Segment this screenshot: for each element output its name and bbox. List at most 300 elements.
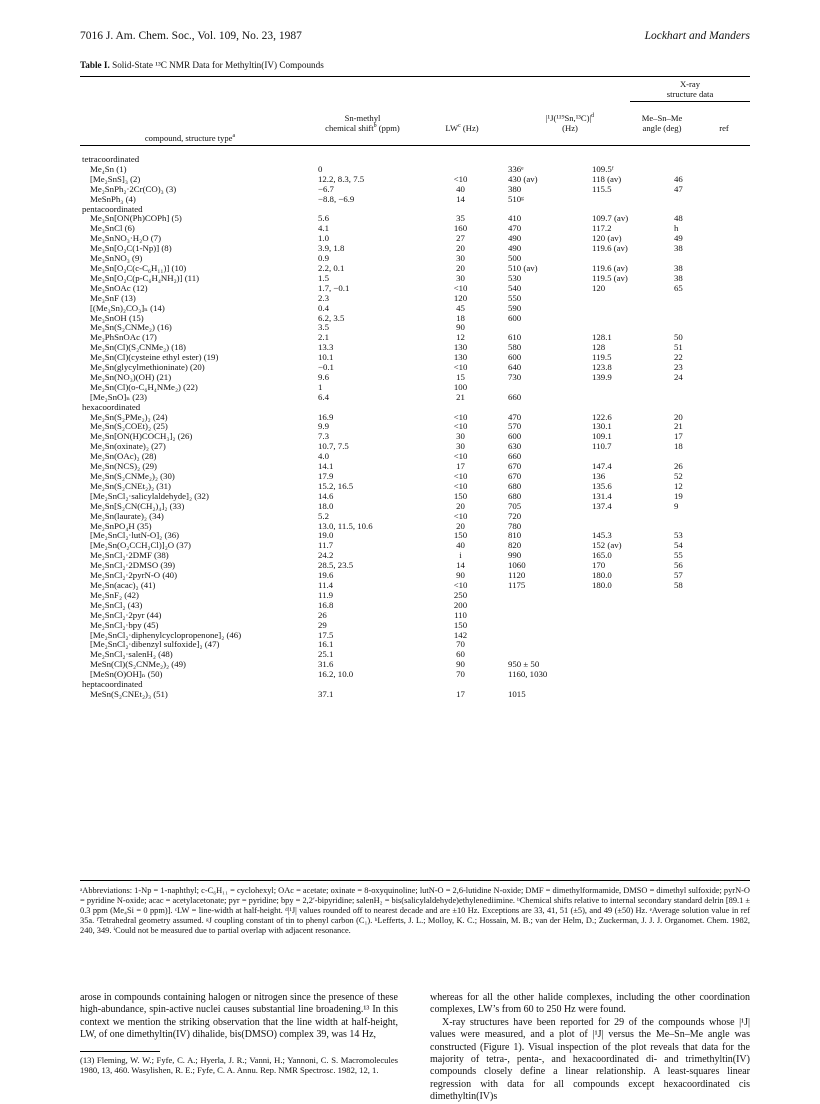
cell-line-width: <10 (453, 362, 468, 373)
table-row (80, 591, 750, 601)
table-title: Solid-State ¹³C NMR Data for Methyltin(IV) Compounds (112, 60, 324, 70)
cell-chemical-shift: 1.7, −0.1 (318, 282, 350, 293)
table-row (80, 561, 750, 571)
cell-line-width: <10 (453, 451, 468, 462)
cell-coupling-constant: 640 (508, 362, 522, 373)
cell-coupling-constant (488, 601, 588, 611)
table-row (80, 413, 750, 423)
cell-chemical-shift: 17.5 (318, 629, 334, 640)
cell-compound: Me₂Sn(S₂CNEt₂)₂ (31) (90, 480, 171, 491)
cell-me-sn-me-angle: 130.1 (592, 421, 612, 432)
col-compound-label: compound, structure type (144, 133, 233, 143)
cell-compound: Me₂SnCl₂·bpy (45) (90, 619, 159, 630)
cell-line-width: 18 (456, 312, 465, 323)
cell-compound: Me₃SnCl (6) (90, 223, 135, 234)
cell-chemical-shift: 29 (318, 619, 327, 630)
cell-line-width: 45 (456, 302, 465, 313)
cell-compound: Me₃SnOH (15) (90, 312, 144, 323)
cell-line-width: 40 (456, 183, 465, 194)
body-right-para2: X-ray structures have been reported for 29 of the compounds whose |¹J| values were measured, and a plot of |¹J| versus the Me–Sn–Me angle was constructed (Figure 1). Visual inspection of the plot reveals that data for the majority of tetra-, penta-, and hexacoordinated di- and trimethyltin(IV) compounds closely define a linear relationship. A least-squares linear regression with data for all compounds except hexacoordinated cis dimethyltin(IV)s (430, 1016, 750, 1103)
cell-chemical-shift: 1.0 (318, 233, 329, 244)
cell-coupling-constant: 470 (508, 411, 522, 422)
cell-chemical-shift: 10.1 (318, 352, 334, 363)
cell-me-sn-me-angle: 109.5ᶠ (592, 163, 614, 174)
cell-chemical-shift: 14.1 (318, 461, 334, 472)
cell-ref: 48 (674, 213, 683, 224)
cell-compound: Me₂Sn(acac)₂ (41) (90, 579, 156, 590)
table-row (80, 571, 750, 581)
cell-line-width: <10 (453, 173, 468, 184)
cell-me-sn-me-angle: 145.3 (592, 530, 612, 541)
table-row (80, 224, 750, 234)
cell-me-sn-me-angle: 117.2 (592, 223, 612, 234)
cell-compound: Me₂Sn(Cl)(S₂CNMe₂) (18) (90, 342, 186, 353)
cell-ref: 51 (674, 342, 683, 353)
cell-coupling-constant (488, 640, 588, 650)
header-bottom-rule (80, 145, 750, 146)
cell-line-width: 130 (453, 352, 468, 363)
cell-line-width: 20 (456, 500, 465, 511)
cell-me-sn-me-angle: 119.5 (av) (592, 272, 628, 283)
table-row (80, 442, 750, 452)
cell-compound: Me₂SnF₂ (42) (90, 589, 139, 600)
cell-line-width: 130 (453, 342, 468, 353)
journal-citation: 7016 J. Am. Chem. Soc., Vol. 109, No. 23, 1987 (80, 30, 302, 42)
cell-me-sn-me-angle: 165.0 (592, 550, 612, 561)
cell-ref: 38 (674, 262, 683, 273)
cell-chemical-shift: 15.2, 16.5 (318, 480, 354, 491)
table-row (80, 551, 750, 561)
cell-line-width: 150 (453, 530, 468, 541)
cell-me-sn-me-angle: 136 (592, 471, 606, 481)
cell-me-sn-me-angle: 110.7 (592, 441, 612, 452)
table-row (80, 165, 750, 175)
section-label: heptacoordinated (82, 679, 143, 690)
cell-compound: [Me₂Sn(O₂CCH₂Cl)]₂O (37) (90, 540, 191, 551)
cell-compound: Me₂SnCl₂·2pyr (44) (90, 609, 162, 620)
cell-compound: [Me₂SnS]₃ (2) (90, 173, 141, 184)
table-row (80, 195, 750, 205)
col-angle-header (622, 113, 702, 133)
cell-line-width: 21 (456, 391, 465, 402)
cell-compound: Me₂Sn[ON(H)COCH₃]₂ (26) (90, 431, 193, 442)
cell-coupling-constant: 1175 (508, 579, 526, 590)
col-angle-line1: Me–Sn–Me (641, 113, 683, 123)
col-lw-header (437, 123, 487, 133)
cell-ref: 54 (674, 540, 683, 551)
table-row (80, 541, 750, 551)
table-row (80, 432, 750, 442)
cell-coupling-constant: 580 (508, 342, 522, 353)
cell-me-sn-me-angle (588, 660, 660, 670)
cell-chemical-shift: 16.9 (318, 411, 334, 422)
cell-coupling-constant: 600 (508, 312, 522, 323)
cell-ref: 53 (674, 530, 683, 541)
cell-chemical-shift: 37.1 (318, 688, 334, 699)
cell-chemical-shift: 11.4 (318, 579, 334, 590)
cell-line-width: 17 (456, 461, 465, 472)
cell-compound: MeSnPh₃ (4) (90, 193, 136, 204)
cell-ref: 46 (674, 173, 683, 184)
cell-line-width: <10 (453, 510, 468, 521)
cell-chemical-shift: 16.2, 10.0 (318, 669, 354, 680)
cell-line-width: 90 (456, 659, 465, 670)
cell-coupling-constant: 550 (508, 292, 522, 303)
cell-ref (660, 304, 750, 314)
cell-chemical-shift: 6.2, 3.5 (318, 312, 345, 323)
cell-ref: 9 (674, 500, 679, 511)
cell-me-sn-me-angle: 128.1 (592, 332, 612, 343)
cell-ref (660, 650, 750, 660)
cell-coupling-constant (488, 631, 588, 641)
section-label: tetracoordinated (82, 154, 140, 164)
cell-line-width: 27 (456, 233, 465, 244)
cell-line-width: <10 (453, 579, 468, 590)
cell-ref (660, 393, 750, 403)
cell-compound: Me₂Sn(oxinate)₂ (27) (90, 441, 166, 452)
cell-compound: Me₃SnNO₃·H₂O (7) (90, 233, 162, 244)
cell-line-width: 110 (454, 609, 467, 620)
cell-ref: 65 (674, 282, 683, 293)
cell-compound: Me₂SnCl₂·2pyrN-O (40) (90, 570, 178, 581)
cell-coupling-constant: 810 (508, 530, 522, 541)
cell-chemical-shift: 11.7 (318, 540, 334, 551)
cell-coupling-constant: 730 (508, 371, 522, 382)
cell-compound: Me₂Sn(laurate)₂ (34) (90, 510, 164, 521)
cell-compound: Me₂Sn[S₂CN(CH₂)₄]₂ (33) (90, 500, 185, 511)
table-row (80, 214, 750, 224)
col-angle-line2: angle (deg) (642, 123, 682, 133)
cell-coupling-constant (488, 383, 588, 393)
cell-coupling-constant: 500 (508, 253, 522, 264)
xray-group-line1: X-ray (679, 79, 701, 89)
cell-me-sn-me-angle: 122.6 (592, 411, 612, 422)
col-ref-header: ref (719, 123, 729, 133)
cell-me-sn-me-angle (588, 650, 660, 660)
cell-line-width: <10 (453, 421, 468, 432)
cell-coupling-constant: 410 (508, 213, 522, 224)
cell-coupling-constant: 1120 (508, 570, 526, 581)
cell-coupling-constant: 600 (508, 431, 522, 442)
cell-me-sn-me-angle: 109.7 (av) (592, 213, 629, 224)
cell-line-width: 14 (456, 560, 465, 571)
cell-ref: 12 (674, 480, 683, 491)
cell-chemical-shift: 1.5 (318, 272, 329, 283)
cell-chemical-shift: −8.8, −6.9 (318, 193, 355, 204)
cell-coupling-constant: 1060 (508, 560, 526, 571)
nmr-data-table (80, 155, 750, 700)
col-shift-unit: (ppm) (378, 123, 400, 133)
cell-coupling-constant (488, 621, 588, 631)
cell-me-sn-me-angle (588, 631, 660, 641)
cell-chemical-shift: 3.5 (318, 322, 329, 333)
cell-coupling-constant (488, 323, 588, 333)
table-row (80, 512, 750, 522)
table-row (80, 472, 750, 482)
col-lw-label: LW (445, 123, 459, 133)
cell-ref: 49 (674, 233, 683, 244)
table-row (80, 323, 750, 333)
cell-ref: 56 (674, 560, 683, 571)
cell-line-width: i (459, 550, 462, 561)
cell-chemical-shift: 2.1 (318, 332, 329, 343)
cell-compound: MeSn(Cl)(S₂CNMe₂)₂ (49) (90, 659, 186, 670)
table-row (80, 581, 750, 591)
cell-me-sn-me-angle (588, 640, 660, 650)
cell-line-width: 250 (453, 589, 468, 600)
col-coupling-header (520, 113, 620, 133)
cell-line-width: 30 (456, 272, 465, 283)
cell-compound: Me₃Sn[O₂C(p-C₆H₄NH₂)] (11) (90, 272, 200, 283)
cell-line-width: 70 (456, 669, 465, 680)
col-shift-line1: Sn-methyl (344, 113, 381, 123)
cell-me-sn-me-angle (588, 304, 660, 314)
cell-compound: Me₄Sn (1) (90, 163, 127, 174)
cell-ref (660, 611, 750, 621)
table-row (80, 274, 750, 284)
cell-chemical-shift: 18.0 (318, 500, 334, 511)
cell-compound: Me₂Sn(S₂CNMe₂)₂ (30) (90, 471, 175, 481)
table-section-row (80, 403, 750, 413)
cell-compound: Me₃SnNO₃ (9) (90, 253, 143, 264)
xray-group-rule (630, 101, 750, 102)
cell-me-sn-me-angle: 147.4 (592, 461, 612, 472)
cell-line-width: 142 (453, 629, 468, 640)
cell-compound: Me₂SnCl₂·salenH₂ (48) (90, 649, 173, 660)
table-row (80, 640, 750, 650)
cell-chemical-shift: 19.6 (318, 570, 334, 581)
table-row (80, 522, 750, 532)
cell-coupling-constant: 490 (508, 233, 522, 244)
cell-ref: 50 (674, 332, 683, 343)
cell-coupling-constant: 600 (508, 352, 522, 363)
table-footnotes: ᵃAbbreviations: 1-Np = 1-naphthyl; c-C₆H₁₁ = cyclohexyl; OAc = acetate; oxinate = 8-oxyquinoline; lutN-O = 2,6-lutidine N-oxide; DMF = dimethylformamide, DMSO = dimethyl sulfoxide; pyrN-O = pyridine N-oxide; acac = acetylacetonate; pyr = pyridine; bpy = 2,2′-bipyridine; salenH₂ = bis(salicylaldehyde)ethylenediimine. ᵇChemical shifts relative to internal secondary standard delrin [89.1 ± 0.3 ppm (Me₄Si = 0 ppm)]. ᶜLW = line-width at half-height. ᵈ|¹J| values rounded off to nearest decade and are ±10 Hz. Exceptions are 33, 41, 51 (±5), and 49 (±50) Hz. ᵉAverage solution value in ref 35a. ᶠTetrahedral geometry assumed. ᵍJ coupling constant of tin to phenyl carbon (C₁). ʰLefferts, J. L.; Molloy, K. C.; Hossain, M. B.; van der Helm, D.; Zuckerman, J. J. J. Organomet. Chem. 1982, 240, 349. ⁱCould not be measured due to partial overlap with adjacent resonance. (80, 886, 750, 935)
table-row (80, 314, 750, 324)
cell-me-sn-me-angle: 180.0 (592, 579, 612, 590)
cell-coupling-constant: 1160, 1030 (508, 669, 548, 680)
cell-compound: Me₂Sn(Cl)(o-C₆H₄NMe₂) (22) (90, 381, 198, 392)
cell-line-width: 150 (453, 490, 468, 501)
cell-line-width: 160 (453, 223, 468, 234)
body-right-para1: whereas for all the other halide complexes, including the other coordination complexes, LW’s from 60 to 250 Hz were found. (430, 992, 750, 1016)
cell-coupling-constant (488, 611, 588, 621)
cell-chemical-shift: 6.4 (318, 391, 329, 402)
authors: Lockhart and Manders (644, 30, 750, 42)
cell-chemical-shift: 16.8 (318, 599, 334, 610)
cell-me-sn-me-angle (588, 670, 660, 680)
cell-line-width: <10 (453, 480, 468, 491)
cell-ref: 47 (674, 183, 683, 194)
cell-chemical-shift: 7.3 (318, 431, 329, 442)
cell-chemical-shift: 0.9 (318, 253, 329, 264)
cell-compound: [Me₂SnCl₂·lutN-O]₂ (36) (90, 530, 180, 541)
cell-chemical-shift: 14.6 (318, 490, 334, 501)
cell-coupling-constant: 510ᵍ (508, 193, 524, 204)
cell-coupling-constant (488, 591, 588, 601)
table-row (80, 462, 750, 472)
cell-me-sn-me-angle: 115.5 (592, 183, 612, 194)
reference-13: (13) Fleming, W. W.; Fyfe, C. A.; Hyerla, J. R.; Vanni, H.; Yannoni, C. S. Macromolecules 1980, 13, 460. Wasylishen, R. E.; Fyfe, C. A. Annu. Rep. NMR Spectrosc. 1982, 12, 1. (80, 1055, 398, 1075)
cell-compound: Me₃SnF (13) (90, 292, 136, 303)
cell-line-width: 15 (456, 371, 465, 382)
cell-compound: [Me₂SnCl₂·salicylaldehyde]₂ (32) (90, 490, 209, 501)
cell-coupling-constant: 590 (508, 302, 522, 313)
cell-ref: 58 (674, 579, 683, 590)
table-row (80, 175, 750, 185)
cell-coupling-constant: 380 (508, 183, 522, 194)
cell-me-sn-me-angle (588, 393, 660, 403)
cell-me-sn-me-angle (588, 383, 660, 393)
section-label: pentacoordinated (82, 203, 143, 214)
cell-line-width: 200 (453, 599, 468, 610)
col-compound-header (80, 133, 300, 143)
cell-chemical-shift: 24.2 (318, 550, 334, 561)
cell-line-width: 150 (453, 619, 468, 630)
cell-chemical-shift: 16.1 (318, 639, 334, 650)
cell-chemical-shift: 25.1 (318, 649, 334, 660)
cell-me-sn-me-angle: 109.1 (592, 431, 612, 442)
cell-line-width: 12 (456, 332, 465, 343)
cell-me-sn-me-angle: 120 (av) (592, 233, 622, 244)
cell-me-sn-me-angle: 170 (592, 560, 606, 571)
cell-ref: 26 (674, 461, 683, 472)
cell-chemical-shift: 28.5, 23.5 (318, 560, 354, 571)
cell-line-width: 40 (456, 540, 465, 551)
cell-chemical-shift: 4.0 (318, 451, 329, 462)
cell-me-sn-me-angle: 119.6 (av) (592, 262, 628, 273)
cell-chemical-shift: 19.0 (318, 530, 334, 541)
cell-chemical-shift: 11.9 (318, 589, 334, 600)
cell-me-sn-me-angle: 135.6 (592, 480, 612, 491)
cell-coupling-constant: 950 ± 50 (508, 659, 540, 670)
cell-ref: 38 (674, 243, 683, 254)
cell-compound: Me₂PhSnOAc (17) (90, 332, 157, 343)
cell-me-sn-me-angle: 152 (av) (592, 540, 622, 551)
cell-compound: Me₂Sn(Cl)(cysteine ethyl ester) (19) (90, 352, 219, 363)
table-row (80, 304, 750, 314)
cell-ref: 17 (674, 431, 683, 442)
cell-line-width: 90 (456, 322, 465, 333)
cell-coupling-constant: 510 (av) (508, 262, 538, 273)
cell-chemical-shift: 2.2, 0.1 (318, 262, 345, 273)
cell-compound: Me₂Sn(S₂COEt)₂ (25) (90, 421, 168, 432)
cell-ref (660, 383, 750, 393)
cell-line-width: <10 (453, 471, 468, 481)
col-coupling-unit: (Hz) (562, 123, 578, 133)
cell-ref (660, 670, 750, 680)
table-row (80, 452, 750, 462)
cell-line-width: 14 (456, 193, 465, 204)
cell-me-sn-me-angle (588, 611, 660, 621)
cell-ref: 23 (674, 362, 683, 373)
cell-me-sn-me-angle (588, 690, 660, 700)
cell-line-width: 35 (456, 213, 465, 224)
cell-chemical-shift: 1 (318, 381, 323, 392)
cell-line-width: 70 (456, 639, 465, 650)
cell-compound: Me₃Sn(S₂CNMe₂) (16) (90, 322, 172, 333)
cell-me-sn-me-angle (588, 512, 660, 522)
cell-coupling-constant: 670 (508, 471, 522, 481)
cell-ref (660, 314, 750, 324)
cell-line-width: 120 (453, 292, 468, 303)
cell-coupling-constant: 780 (508, 520, 522, 531)
cell-ref: 20 (674, 411, 683, 422)
cell-line-width: 60 (456, 649, 465, 660)
col-lw-unit: (Hz) (462, 123, 479, 133)
cell-chemical-shift: 5.2 (318, 510, 329, 521)
cell-ref: 19 (674, 490, 683, 501)
cell-coupling-constant: 990 (508, 550, 522, 561)
cell-compound: Me₃Sn[O₂C(c-C₆H₁₁)] (10) (90, 262, 187, 273)
cell-coupling-constant: 720 (508, 510, 522, 521)
col-lw-sup: c (458, 123, 461, 130)
xray-group-line2: structure data (666, 89, 714, 99)
table-row (80, 244, 750, 254)
cell-coupling-constant: 610 (508, 332, 522, 343)
cell-coupling-constant: 490 (508, 243, 522, 254)
table-row (80, 611, 750, 621)
cell-ref (660, 631, 750, 641)
table-row (80, 621, 750, 631)
table-section-row (80, 680, 750, 690)
cell-ref (660, 591, 750, 601)
table-row (80, 670, 750, 680)
cell-ref: h (674, 223, 679, 234)
cell-compound: Me₂SnCl₂ (43) (90, 599, 143, 610)
table-body (80, 155, 750, 700)
col-shift-line2: chemical shift (325, 123, 374, 133)
cell-ref (660, 512, 750, 522)
col-compound-sup: a (232, 133, 236, 140)
cell-coupling-constant: 430 (av) (508, 173, 538, 184)
cell-chemical-shift: 13.0, 11.5, 10.6 (318, 520, 373, 531)
table-row (80, 660, 750, 670)
cell-coupling-constant: 530 (508, 272, 522, 283)
table-row (80, 363, 750, 373)
cell-ref: 21 (674, 421, 683, 432)
cell-chemical-shift: 3.9, 1.8 (318, 243, 345, 254)
cell-ref (660, 640, 750, 650)
cell-compound: Me₂SnCl₂·2DMF (38) (90, 550, 169, 561)
cell-line-width: 20 (456, 520, 465, 531)
cell-compound: Me₃Sn[ON(Ph)COPh] (5) (90, 213, 182, 224)
reference-divider (80, 1051, 160, 1052)
cell-chemical-shift: 31.6 (318, 659, 334, 670)
body-text-left: arose in compounds containing halogen or nitrogen since the presence of these high-abundance, spin-active nuclei causes substantial line broadening.¹³ In this context we mention the striking observation that the line width at half-height, LW, of one dimethyltin(IV) dihalide, bis(DMSO) complex 39, was 14 Hz, (80, 992, 398, 1041)
cell-ref (660, 195, 750, 205)
table-row (80, 185, 750, 195)
cell-line-width: 20 (456, 243, 465, 254)
cell-compound: [(Me₃Sn)₂CO₃]ₙ (14) (90, 302, 165, 313)
cell-me-sn-me-angle: 131.4 (592, 490, 612, 501)
cell-chemical-shift: 13.3 (318, 342, 334, 353)
cell-compound: [Me₂SnCl₂·diphenylcyclopropenone]₂ (46) (90, 629, 242, 640)
cell-ref: 57 (674, 570, 683, 581)
cell-line-width: 17 (456, 688, 465, 699)
col-coupling-sup: d (591, 113, 595, 120)
cell-coupling-constant: 680 (508, 480, 522, 491)
cell-compound: Me₂Sn(NCS)₂ (29) (90, 461, 157, 472)
cell-compound: Me₂Sn(glycylmethioninate) (20) (90, 362, 205, 373)
cell-me-sn-me-angle (588, 621, 660, 631)
cell-ref (660, 621, 750, 631)
cell-chemical-shift: 4.1 (318, 223, 329, 234)
cell-compound: Me₂Sn(OAc)₂ (28) (90, 451, 157, 462)
cell-coupling-constant: 705 (508, 500, 522, 511)
table-row (80, 690, 750, 700)
cell-line-width: <10 (453, 282, 468, 293)
cell-coupling-constant: 660 (508, 391, 522, 402)
